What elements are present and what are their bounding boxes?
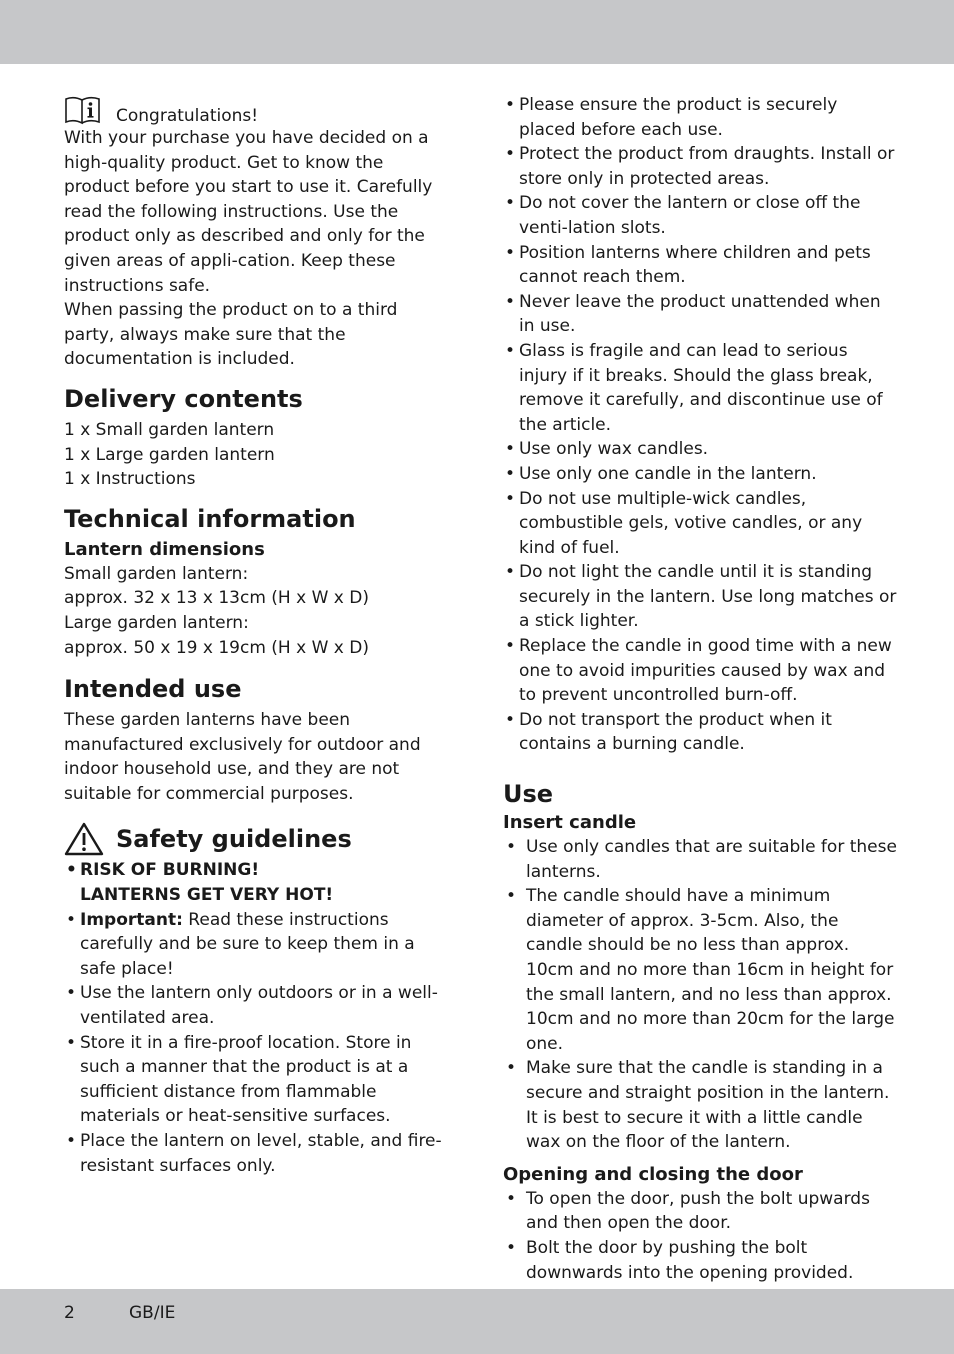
congratulations-text: Congratulations!: [116, 106, 259, 126]
intro-paragraph-2: When passing the product on to a third party, always make sure that the documentation is included.: [64, 300, 398, 370]
info-book-icon: [64, 96, 102, 126]
safety-item: • Do not cover the lantern or close off the venti-lation slots.: [503, 191, 898, 240]
important-text: Read these instructions carefully and be sure to keep them in a safe place!: [80, 909, 415, 979]
safety-item: • Never leave the product unattended when in use.: [503, 290, 898, 339]
use-heading: Use: [503, 780, 554, 809]
safety-item: • Position lanterns where children and pets cannot reach them.: [503, 241, 898, 290]
page-number: 2: [64, 1303, 75, 1323]
left-column: [64, 93, 448, 1178]
dimension-line: approx. 50 x 19 x 19cm (H x W x D): [64, 637, 369, 658]
safety-item: • Use the lantern only outdoors or in a well-ventilated area.: [64, 981, 448, 1030]
safety-item: • Place the lantern on level, stable, and fire-resistant surfaces only.: [64, 1129, 448, 1178]
delivery-item: 1 x Small garden lantern: [64, 419, 275, 440]
technical-information-heading: Technical information: [64, 504, 356, 533]
delivery-item: 1 x Large garden lantern: [64, 444, 275, 465]
language-code: GB/IE: [129, 1303, 176, 1323]
safety-item: • Do not use multiple-wick candles, combustible gels, votive candles, or any kind of fuel.: [503, 487, 898, 561]
right-column: [503, 93, 898, 1285]
safety-list-right: [503, 93, 898, 757]
safety-item: • Please ensure the product is securely placed before each use.: [503, 93, 898, 142]
safety-heading-row: [64, 822, 448, 856]
safety-guidelines-heading: Safety guidelines: [116, 825, 352, 854]
safety-item: • Do not light the candle until it is standing securely in the lantern. Use long matches or a stick lighter.: [503, 560, 898, 634]
header-bar: [0, 0, 954, 64]
use-item: • The candle should have a minimum diameter of approx. 3-5cm. Also, the candle should be no less than approx. 10cm and no more than 16cm in height for the small lantern, and no less than approx. 10cm and no more than 20cm for the large one.: [503, 884, 898, 1056]
warning-line: RISK OF BURNING!: [80, 860, 260, 881]
safety-item: • Use only wax candles.: [503, 437, 898, 462]
important-label: Important:: [80, 909, 183, 930]
intended-use-heading: Intended use: [64, 675, 242, 704]
intended-use-text: These garden lanterns have been manufactured exclusively for outdoor and indoor household use, and they are not suitable for commercial purposes.: [64, 710, 421, 804]
delivery-item: 1 x Instructions: [64, 469, 196, 490]
safety-item: • Glass is fragile and can lead to serious injury if it breaks. Should the glass break, remove it carefully, and discontinue use of the article.: [503, 339, 898, 437]
safety-item: • Use only one candle in the lantern.: [503, 462, 898, 487]
safety-list-left: [64, 858, 448, 1178]
door-list: [503, 1187, 898, 1285]
safety-item: • Do not transport the product when it contains a burning candle.: [503, 708, 898, 757]
safety-item: • Store it in a fire-proof location. Store in such a manner that the product is at a sufficient distance from flammable materials or heat-sensitive surfaces.: [64, 1031, 448, 1129]
safety-item: [64, 908, 448, 982]
delivery-contents-heading: Delivery contents: [64, 384, 303, 413]
dimension-line: approx. 32 x 13 x 13cm (H x W x D): [64, 588, 369, 609]
safety-item: • Replace the candle in good time with a new one to avoid impurities caused by wax and to prevent uncontrolled burn-off.: [503, 634, 898, 708]
use-item: • Bolt the door by pushing the bolt downwards into the opening provided.: [503, 1236, 898, 1285]
warning-line: LANTERNS GET VERY HOT!: [80, 885, 334, 906]
insert-candle-list: [503, 835, 898, 1155]
dimension-line: Small garden lantern:: [64, 563, 249, 584]
lantern-dimensions-subheading: Lantern dimensions: [64, 538, 265, 560]
use-item: • Make sure that the candle is standing in a secure and straight position in the lantern. It is best to secure it with a little candle wax on the floor of the lantern.: [503, 1056, 898, 1154]
warning-triangle-icon: [64, 822, 104, 856]
door-subheading: Opening and closing the door: [503, 1163, 803, 1185]
safety-item: • Protect the product from draughts. Install or store only in protected areas.: [503, 142, 898, 191]
insert-candle-subheading: Insert candle: [503, 812, 637, 834]
delivery-list: [64, 418, 448, 492]
safety-warning-item: [64, 858, 448, 907]
dimension-line: Large garden lantern:: [64, 612, 249, 633]
intro-heading: [64, 93, 448, 126]
use-item: • Use only candles that are suitable for these lanterns.: [503, 835, 898, 884]
use-item: • To open the door, push the bolt upwards and then open the door.: [503, 1187, 898, 1236]
intro-paragraph: With your purchase you have decided on a high-quality product. Get to know the product before you start to use it. Carefully read the following instructions. Use the product only as described and only for the given areas of appli-cation. Keep these instructions safe.: [64, 128, 433, 296]
